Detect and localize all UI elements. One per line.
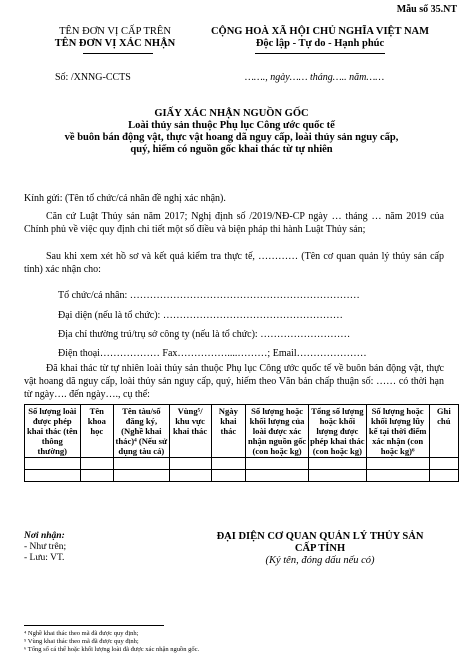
signer-title: ĐẠI DIỆN CƠ QUAN QUẢN LÝ THỦY SẢN — [216, 531, 424, 542]
recipient-item: - Lưu: VT. — [24, 553, 65, 563]
recipients-block — [24, 531, 66, 564]
table-cell — [366, 470, 429, 482]
footnote-6: ⁶ Tổng số cá thể hoặc khối lượng loài đã được xác nhận nguồn gốc. — [24, 646, 200, 653]
column-header: Số lượng hoặc khối lượng của loài được xác nhận nguồn gốc (con hoặc kg) — [246, 405, 309, 458]
signature-block — [175, 531, 463, 567]
table-cell — [169, 458, 211, 470]
left-header-rule — [83, 53, 153, 54]
column-header: Tên khoa học — [80, 405, 114, 458]
column-header: Số lượng hoặc khối lượng lũy kế tại thời điểm xác nhận (con hoặc kg)⁶ — [366, 405, 429, 458]
table-cell — [80, 458, 114, 470]
issuing-agency-header — [30, 26, 200, 50]
column-header: Tổng số lượng hoặc khối lượng được phép khai thác (con hoặc kg) — [310, 406, 365, 456]
table-row — [25, 458, 459, 470]
table-cell — [25, 458, 81, 470]
form-number: Mẫu số 35.NT — [396, 4, 457, 15]
country-name: CỘNG HOÀ XÃ HỘI CHỦ NGHĨA VIỆT NAM — [210, 26, 430, 37]
column-header: Ngày khai thác — [211, 405, 246, 458]
table-cell — [114, 458, 170, 470]
legal-basis: Căn cứ Luật Thủy sản năm 2017; Nghị định số /2019/NĐ-CP ngày … tháng … năm 2019 của Chính phủ về việc quy định chi tiết một số điều và biện pháp thi hành Luật Thủy sản; — [24, 211, 444, 235]
table-cell — [25, 470, 81, 482]
column-header: Tên tàu/số đăng ký, (Nghề khai thác)⁴ (Nếu sử dụng tàu cá) — [115, 406, 168, 456]
table-cell — [366, 458, 429, 470]
review-statement: Sau khi xem xét hồ sơ và kết quả kiểm tra thực tế, ………… (Tên cơ quan quản lý thủy sản cấp tỉnh) xác nhận cho: — [24, 251, 444, 275]
signer-note: (Ký tên, đóng dấu nếu có) — [265, 555, 375, 566]
table-header-row — [25, 405, 459, 458]
document-date: ……., ngày…… tháng….. năm…… — [245, 72, 385, 83]
table-cell — [246, 470, 309, 482]
table-cell — [429, 458, 458, 470]
recipient-item: - Như trên; — [24, 542, 67, 552]
table-cell — [114, 470, 170, 482]
table-row — [25, 470, 459, 482]
recipient-line: Kính gửi: (Tên tổ chức/cá nhân đề nghị xác nhận). — [24, 193, 226, 204]
document-number: Số: /XNNG-CCTS — [55, 72, 131, 83]
signer-title-2: CẤP TỈNH — [294, 543, 346, 554]
table-cell — [309, 458, 367, 470]
recipients-title: Nơi nhận: — [24, 531, 65, 541]
table-cell — [169, 470, 211, 482]
footnote-5: ⁵ Vùng khai thác theo mã đã được quy định; — [24, 638, 139, 645]
title-line-3: về buôn bán động vật, thực vật hoang dã nguy cấp, loài thủy sản nguy cấp, — [64, 132, 399, 143]
title-line-4: quý, hiếm có nguồn gốc khai thác từ tự nhiên — [130, 144, 333, 155]
national-motto: Độc lập - Tự do - Hạnh phúc — [255, 38, 385, 49]
certifying-agency: TÊN ĐƠN VỊ XÁC NHẬN — [54, 38, 176, 49]
column-header: Ghi chú — [429, 405, 458, 458]
table-cell — [211, 470, 246, 482]
title-line-2: Loài thủy sản thuộc Phụ lục Công ước quốc tế — [128, 120, 335, 131]
column-header: Vùng⁵/ khu vực khai thác — [169, 405, 211, 458]
harvest-declaration: Đã khai thác từ tự nhiên loài thủy sản thuộc Phụ lục Công ước quốc tế về buôn bán động vật, thực vật hoang dã nguy cấp, loài thủy sản nguy cấp, quý, hiếm theo Văn bản chấp thuận số: …… có thời hạn từ ngày…. đến ngày…., cụ thể: — [24, 363, 444, 400]
footnote-divider — [24, 625, 164, 626]
table-cell — [429, 470, 458, 482]
table-cell — [246, 458, 309, 470]
harvest-table — [24, 404, 459, 482]
column-header: Số lượng loài được phép khai thác (tên thông thường) — [25, 405, 81, 458]
document-title — [20, 108, 443, 156]
parent-agency: TÊN ĐƠN VỊ CẤP TRÊN — [59, 26, 171, 37]
table-cell — [309, 470, 367, 482]
contact-field: Điện thoại……………… Fax……………....………; Email………………… — [58, 348, 367, 359]
footnotes — [24, 630, 199, 654]
title-main: GIẤY XÁC NHẬN NGUỒN GỐC — [154, 108, 309, 119]
org-name-field: Tổ chức/cá nhân: …………………………………………………………… — [58, 290, 360, 301]
national-header — [185, 26, 455, 50]
right-header-rule — [255, 53, 385, 54]
representative-field: Đại diện (nếu là tổ chức): ……………………………………………… — [58, 310, 343, 321]
address-field: Địa chỉ thường trú/trụ sở công ty (nếu là tổ chức): ……………………… — [58, 329, 351, 340]
footnote-4: ⁴ Nghề khai thác theo mã đã được quy định; — [24, 630, 139, 637]
table-cell — [211, 458, 246, 470]
table-cell — [80, 470, 114, 482]
